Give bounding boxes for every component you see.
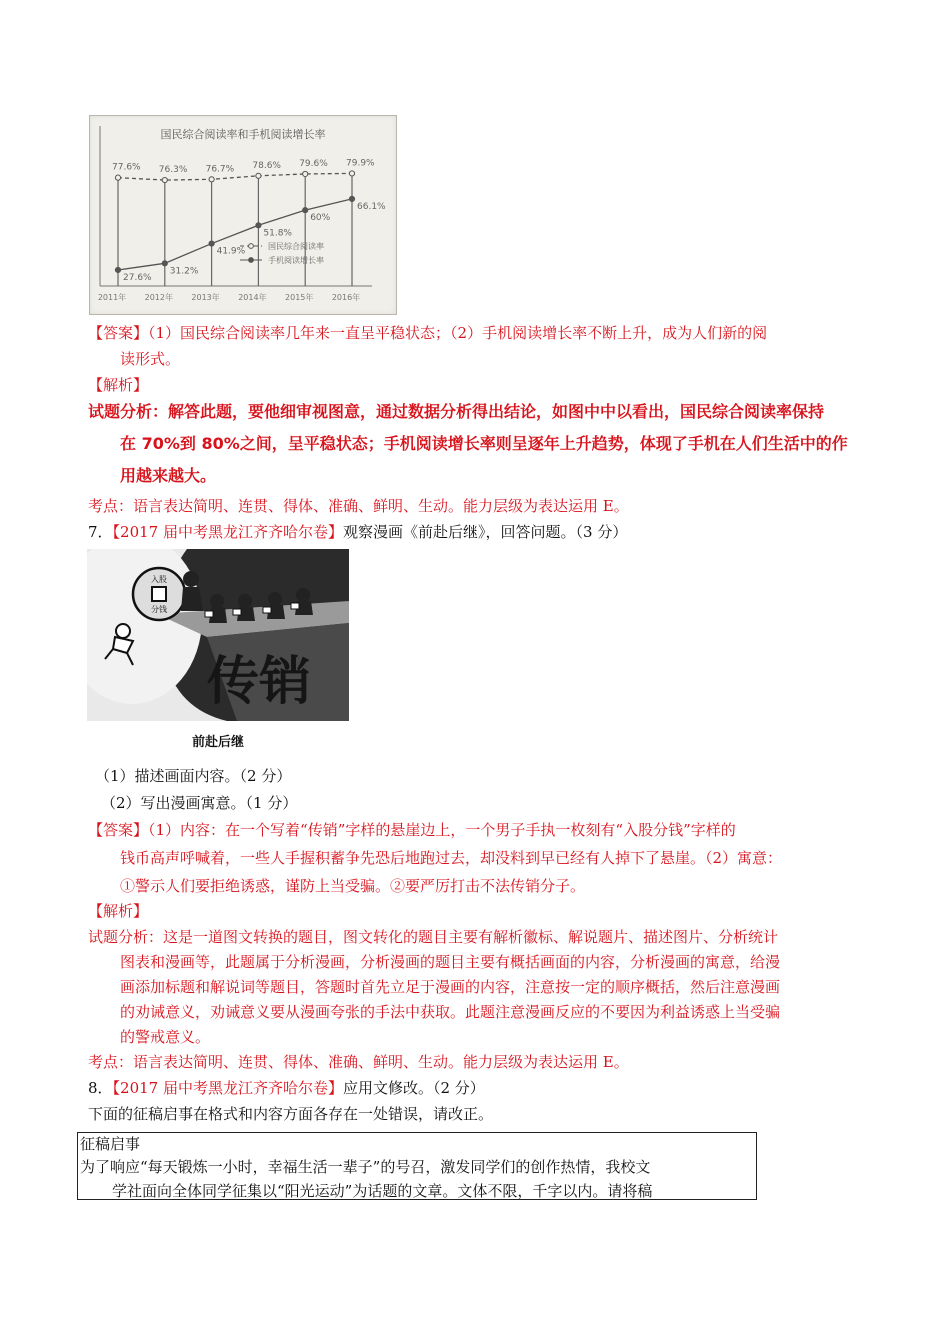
q6-answer-line1 (88, 322, 767, 344)
data-label: 76.7% (205, 164, 235, 175)
notice-title: 征稿启事 (80, 1135, 141, 1153)
data-point (162, 261, 167, 266)
reading-rate-chart (89, 115, 397, 315)
legend-marker-1 (249, 244, 254, 249)
q6-analysis-line3: 用越来越大。 (120, 466, 217, 485)
comic-svg (87, 549, 349, 756)
data-point (209, 241, 214, 246)
x-tick-label: 2012年 (144, 293, 173, 302)
q7-prompt: 观察漫画《前赴后继》，回答问题。（3 分） (343, 523, 628, 541)
data-point (209, 177, 214, 182)
q6-answer-line2: 读形式。 (120, 350, 181, 368)
q8-instruction: 下面的征稿启事在格式和内容方面各存在一处错误，请改正。 (88, 1105, 494, 1123)
notice-line1: 为了响应“每天锻炼一小时，幸福生活一辈子”的号召，激发同学们的创作热情，我校文 (80, 1158, 651, 1176)
data-label: 60% (310, 213, 331, 224)
q8-prompt: 应用文修改。（2 分） (343, 1079, 485, 1097)
q6-answer-tag: 【答案】 (88, 324, 149, 342)
q7-answer-line3: ①警示人们要拒绝诱惑，谨防上当受骗。②要严厉打击不法传销分子。 (120, 877, 586, 895)
q8-number: 8． (88, 1079, 113, 1097)
q7-analysis-tag: 【解析】 (88, 902, 149, 920)
chart-title: 国民综合阅读率和手机阅读增长率 (160, 128, 326, 141)
q6-analysis-tag: 【解析】 (88, 376, 149, 394)
x-tick-label: 2011年 (97, 293, 127, 302)
x-tick-label: 2014年 (238, 293, 267, 302)
comic-cliff-text: 传销 (207, 652, 312, 712)
legend-marker-2 (249, 258, 254, 263)
data-label: 27.6% (123, 272, 152, 283)
data-point (349, 196, 354, 201)
x-tick-label: 2013年 (191, 293, 220, 302)
coin-text-top: 入股 (151, 575, 167, 584)
q7-answer-text: （1）内容：在一个写着“传销”字样的悬崖边上，一个男子手执一枚刻有“入股分钱”字样的 (148, 821, 736, 839)
comic-caption: 前赴后继 (191, 735, 245, 750)
q7-heading (88, 521, 627, 543)
data-label: 41.9% (216, 246, 246, 257)
data-label: 79.9% (346, 158, 375, 169)
data-point (303, 208, 308, 213)
data-point (303, 171, 308, 176)
x-tick-label: 2015年 (285, 293, 314, 302)
data-point (115, 175, 120, 180)
data-label: 77.6% (112, 162, 141, 173)
q7-analysis-line4: 的劝诫意义，劝诫意义要从漫画夸张的手法中获取。此题注意漫画反应的不要因为利益诱惑上当受骗 (120, 1003, 781, 1021)
q7-analysis-line1: 试题分析：这是一道图文转换的题目，图文转化的题目主要有解析徽标、解说题片、描述图片、分析统计 (88, 928, 779, 946)
comic-image (87, 549, 349, 756)
q6-answer-text: （1）国民综合阅读率几年来一直呈平稳状态；（2）手机阅读增长率不断上升，成为人们新的阅 (148, 324, 768, 342)
q7-answer-line2: 钱币高声呼喊着，一些人手握积蓄争先恐后地跑过去，却没料到早已经有人掉下了悬崖。（2）寓意： (120, 849, 783, 867)
legend-label-1: 国民综合阅读率 (268, 242, 324, 251)
data-point (162, 177, 167, 182)
data-label: 79.6% (299, 158, 328, 169)
data-label: 51.8% (263, 228, 292, 239)
data-point (115, 267, 120, 272)
q7-answer-line1 (88, 819, 736, 841)
q7-analysis-line5: 的警戒意义。 (120, 1028, 211, 1046)
q7-kaodian: 考点：语言表达简明、连贯、得体、准确、鲜明、生动。能力层级为表达运用 E。 (88, 1053, 629, 1071)
q7-number: 7． (88, 523, 113, 541)
q6-analysis-line2: 在 70%到 80%之间，呈平稳状态；手机阅读增长率则呈逐年上升趋势，体现了手机在人们生活中的作 (120, 434, 848, 453)
q8-heading (88, 1077, 485, 1099)
q8-source: 【2017 届中考黑龙江齐齐哈尔卷】 (112, 1079, 343, 1097)
data-point (349, 171, 354, 176)
q7-answer-tag: 【答案】 (88, 821, 149, 839)
q7-analysis-line2: 图表和漫画等，此题属于分析漫画，分析漫画的题目主要有概括画面的内容，分析漫画的寓意，给漫 (120, 953, 781, 971)
falling-figure-icon (116, 624, 130, 638)
q7-analysis-line3: 画添加标题和解说词等题目，答题时首先立足于漫画的内容，注意按一定的顺序概括，然后注意漫画 (120, 978, 781, 996)
runner-figure-icon (210, 594, 224, 608)
data-point (256, 173, 261, 178)
q7-sub2: （2）写出漫画寓意。（1 分） (101, 794, 298, 812)
data-label: 31.2% (169, 266, 199, 277)
series-line-1 (118, 173, 352, 180)
q6-analysis-line1: 试题分析：解答此题，要他细审视图意，通过数据分析得出结论，如图中中以看出，国民综合阅读率保持 (88, 402, 825, 421)
data-label: 78.6% (252, 160, 281, 171)
chart-svg (90, 116, 396, 314)
coin-text-bottom: 分钱 (151, 605, 167, 614)
legend-label-2: 手机阅读增长率 (268, 256, 324, 265)
data-label: 76.3% (158, 165, 188, 176)
data-label: 66.1% (357, 201, 386, 212)
caller-figure-icon (183, 571, 199, 587)
notice-line2: 学社面向全体同学征集以“阳光运动”为话题的文章。文体不限，千字以内。请将稿 (112, 1182, 653, 1200)
q7-source: 【2017 届中考黑龙江齐齐哈尔卷】 (112, 523, 343, 541)
q6-kaodian: 考点：语言表达简明、连贯、得体、准确、鲜明、生动。能力层级为表达运用 E。 (88, 497, 629, 515)
q7-sub1: （1）描述画面内容。（2 分） (95, 767, 292, 785)
x-tick-label: 2016年 (331, 293, 361, 302)
data-point (256, 223, 261, 228)
